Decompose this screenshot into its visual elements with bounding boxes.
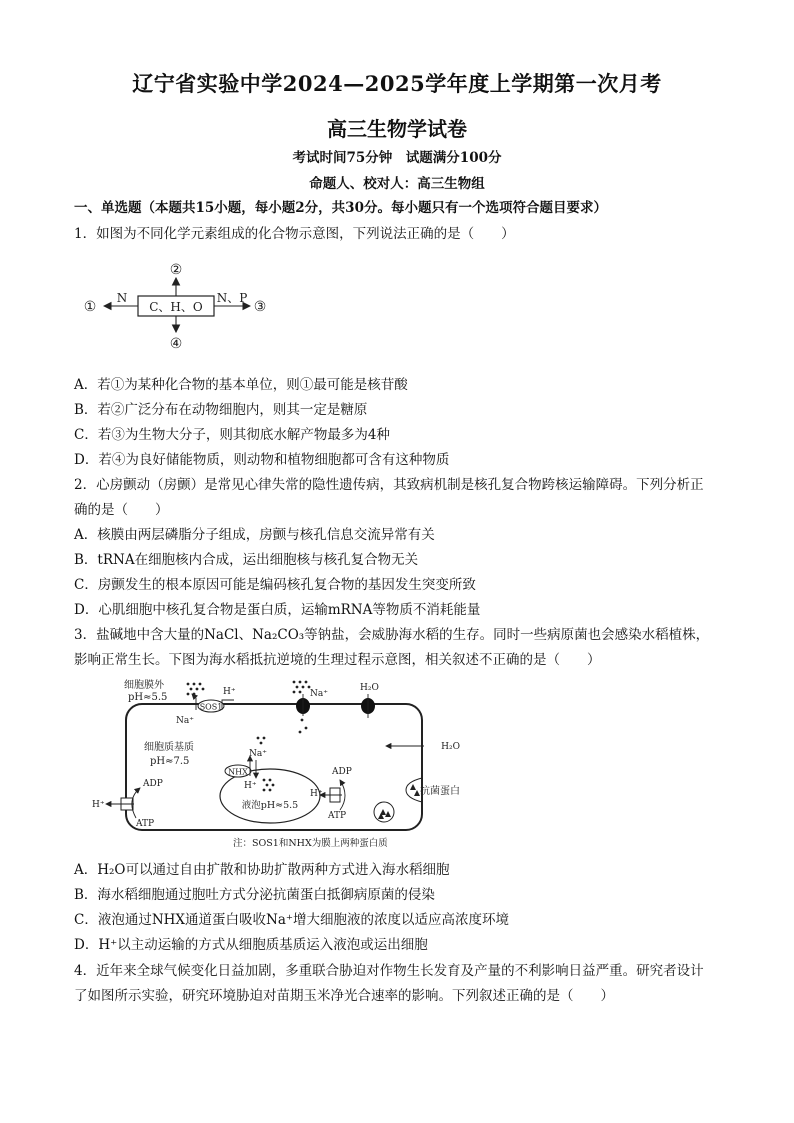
- sos1-na-plus: Na⁺: [176, 716, 194, 726]
- exam-title: 辽宁省实验中学2024—2025学年度上学期第一次月考: [132, 71, 662, 96]
- q2-stem-line1: 2．心房颤动（房颤）是常见心律失常的隐性遗传病，其致病机制是核孔复合物跨核运输障碍。下列分析正: [74, 477, 704, 493]
- vacuole-pump-adp: ADP: [332, 767, 352, 777]
- exocytosis-protein-marks: [410, 784, 420, 796]
- section-heading: 一、单选题（本题共15小题，每小题2分，共30分。每小题只有一个选项符合题目要求）: [74, 200, 607, 216]
- q3-option-d: D．H⁺以主动运输的方式从细胞质基质运入液泡或运出细胞: [74, 937, 428, 953]
- aquaporin-h2o: H₂O: [360, 683, 379, 693]
- antibacterial-protein-label: 抗菌蛋白: [420, 786, 460, 797]
- sos1-na-arrow: [192, 694, 196, 710]
- q3-stem-line1: 3．盐碱地中含大量的NaCl、Na₂CO₃等钠盐，会威胁海水稻的生存。同时一些病原菌也会感染水稻植株，: [74, 627, 710, 643]
- q1-stem: 1．如图为不同化学元素组成的化合物示意图，下列说法正确的是（ ）: [74, 226, 515, 242]
- q1-option-c: C．若③为生物大分子，则其彻底水解产物最多为4种: [74, 427, 390, 443]
- membrane-pump-adp: ADP: [143, 779, 163, 789]
- sos1-label: SOS1: [199, 702, 223, 712]
- q3-option-a: A．H₂O可以通过自由扩散和协助扩散两种方式进入海水稻细胞: [74, 862, 450, 878]
- q4-stem-line1: 4．近年来全球气候变化日益加剧，多重联合胁迫对作物生长发育及产量的不利影响日益严重。研究者设计: [74, 963, 704, 979]
- q1-num-4: ④: [169, 336, 183, 352]
- diffusion-h2o: H₂O: [441, 742, 460, 752]
- q2-option-b: B．tRNA在细胞核内合成，运出细胞核与核孔复合物无关: [74, 552, 419, 568]
- exam-subtitle: 高三生物学试卷: [327, 117, 467, 141]
- vesicle-protein-marks: [378, 809, 391, 819]
- sos1-h-plus: H⁺: [223, 687, 236, 697]
- q3-figure: [88, 676, 460, 852]
- vacuole-pump-atp: ATP: [328, 811, 347, 821]
- outside-label: 细胞膜外: [124, 680, 164, 691]
- cytoplasm-label: 细胞质基质: [144, 742, 194, 753]
- q2-option-c: C．房颤发生的根本原因可能是编码核孔复合物的基因发生突变所致: [74, 577, 476, 593]
- q1-num-3: ③: [253, 299, 267, 315]
- nhx-h-plus: H⁺: [244, 781, 257, 791]
- nhx-label: NHX: [228, 767, 248, 777]
- outside-ph: pH≈5.5: [128, 692, 168, 703]
- q1-figure: [74, 256, 284, 352]
- q3-stem-line2: 影响正常生长。下图为海水稻抵抗逆境的生理过程示意图，相关叙述不正确的是（ ）: [74, 652, 601, 668]
- q1-center-label: C、H、O: [149, 300, 203, 314]
- membrane-pump-h-plus: H⁺: [92, 800, 105, 810]
- q4-stem-line2: 了如图所示实验，研究环境胁迫对苗期玉米净光合速率的影响。下列叙述正确的是（ ）: [74, 988, 614, 1004]
- sos1-na-dots: [187, 683, 205, 696]
- membrane-pump-atp: ATP: [136, 819, 155, 829]
- channel-na-plus: Na⁺: [310, 689, 328, 699]
- q2-option-a: A．核膜由两层磷脂分子组成，房颤与核孔信息交流异常有关: [74, 527, 435, 543]
- cell-membrane: [126, 704, 422, 830]
- nhx-na-plus: Na⁺: [249, 749, 267, 759]
- q1-num-2: ②: [169, 262, 183, 278]
- exam-authors: 命题人、校对人：高三生物组: [309, 176, 485, 192]
- q1-num-1: ①: [83, 299, 97, 315]
- q1-right-element: N、P: [216, 291, 248, 305]
- q1-left-element: N: [116, 291, 128, 305]
- q1-option-b: B．若②广泛分布在动物细胞内，则其一定是糖原: [74, 402, 368, 418]
- q2-option-d: D．心肌细胞中核孔复合物是蛋白质，运输mRNA等物质不消耗能量: [74, 602, 481, 618]
- vacuole-pump-h-plus: H⁺: [310, 789, 323, 799]
- q2-stem-line2: 确的是（ ）: [74, 502, 169, 518]
- exam-info: 考试时间75分钟 试题满分100分: [292, 150, 502, 166]
- q1-option-a: A．若①为某种化合物的基本单位，则①最可能是核苷酸: [74, 377, 408, 393]
- cytoplasm-ph: pH≈7.5: [150, 756, 190, 767]
- vacuole-label: 液泡pH≈5.5: [241, 800, 299, 811]
- q3-option-c: C．液泡通过NHX通道蛋白吸收Na⁺增大细胞液的浓度以适应高浓度环境: [74, 912, 510, 928]
- q1-option-d: D．若④为良好储能物质，则动物和植物细胞都可含有这种物质: [74, 452, 450, 468]
- q3-option-b: B．海水稻细胞通过胞吐方式分泌抗菌蛋白抵御病原菌的侵染: [74, 887, 435, 903]
- q3-figure-note: 注：SOS1和NHX为膜上两种蛋白质: [233, 838, 388, 849]
- nhx-na-dots: [257, 737, 275, 792]
